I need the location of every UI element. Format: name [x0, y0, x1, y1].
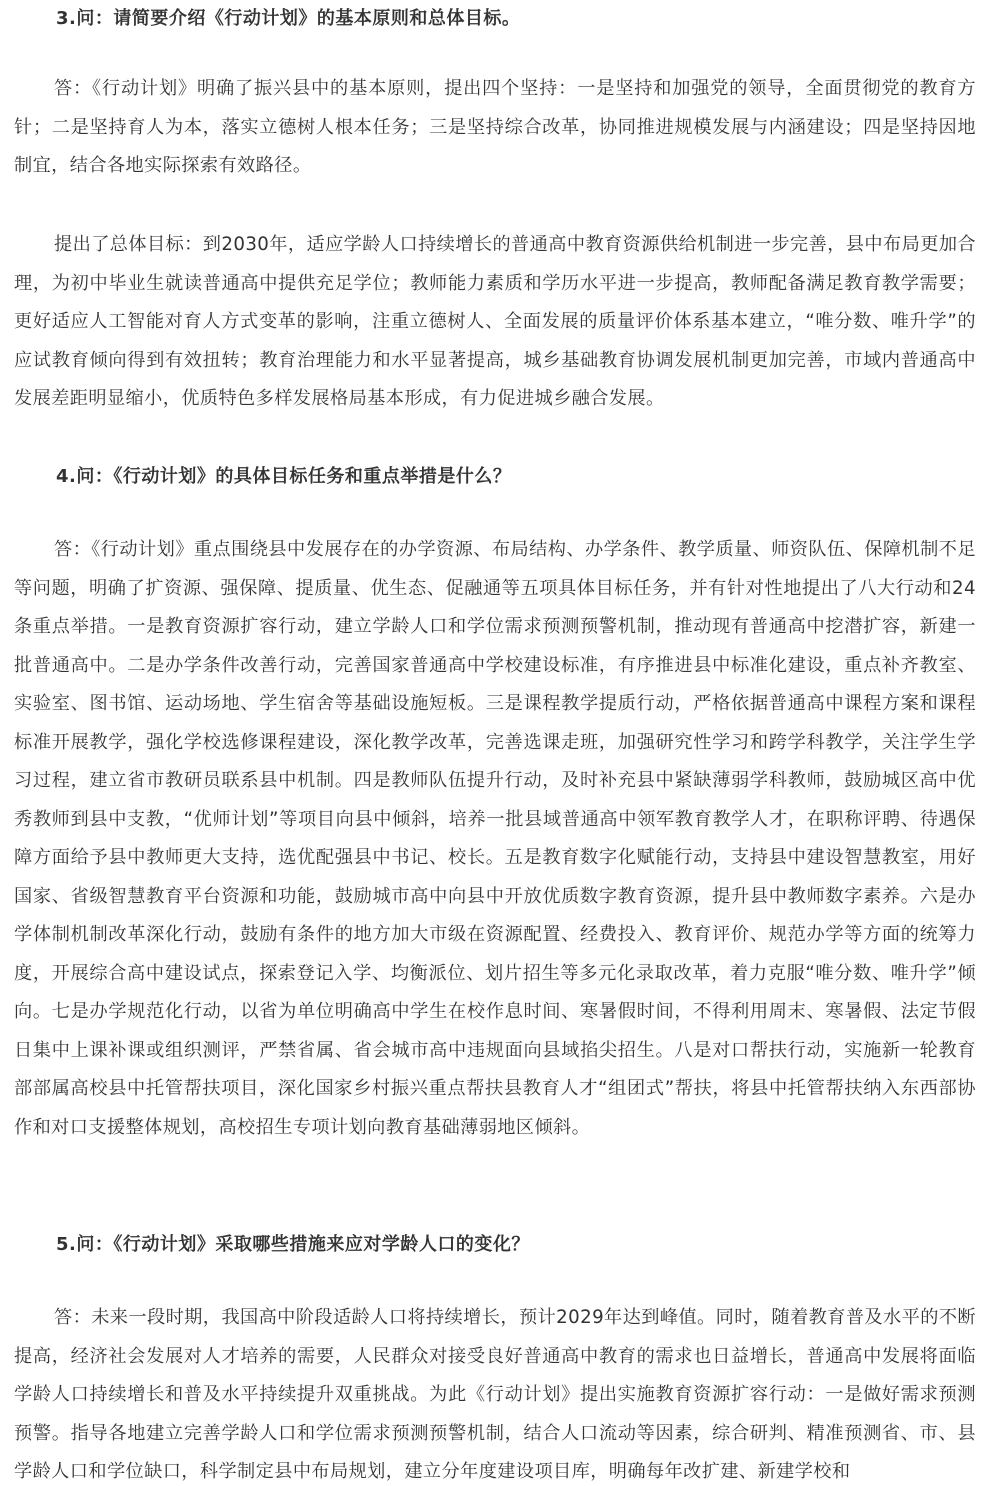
answer-5-paragraph: 答：未来一段时期，我国高中阶段适龄人口将持续增长，预计2029年达到峰值。同时，随着教育普及水平的不断提高，经济社会发展对人才培养的需要，人民群众对接受良好普通高中教育的需求也日益增长，普通高中发展将面临学龄人口持续增长和普及水平持续提升双重挑战。为此《行动计划》提出实施教育资源扩容行动：一是做好需求预测预警。指导各地建立完善学龄人口和学位需求预测预警机制，结合人口流动等因素，综合研判、精准预测省、市、县学龄人口和学位缺口，科学制定县中布局规划，建立分年度建设项目库，明确每年改扩建、新建学校和	[14, 1307, 976, 1482]
answer-3-principles-paragraph: 答：《行动计划》明确了振兴县中的基本原则，提出四个坚持：一是坚持和加强党的领导，全面贯彻党的教育方针；二是坚持育人为本，落实立德树人根本任务；三是坚持综合改革，协同推进规模发展与内涵建设；四是坚持因地制宜，结合各地实际探索有效路径。	[14, 78, 976, 176]
answer-3-goals-paragraph: 提出了总体目标：到2030年，适应学龄人口持续增长的普通高中教育资源供给机制进一步完善，县中布局更加合理，为初中毕业生就读普通高中提供充足学位；教师能力素质和学历水平进一步提高，教师配备满足教育教学需要；更好适应人工智能对育人方式变革的影响，注重立德树人、全面发展的质量评价体系基本建立，“唯分数、唯升学”的应试教育倾向得到有效扭转；教育治理能力和水平显著提高，城乡基础教育协调发展机制更加完善，市域内普通高中发展差距明显缩小，优质特色多样发展格局基本形成，有力促进城乡融合发展。	[14, 234, 976, 409]
question-4-heading: 4.问：《行动计划》的具体目标任务和重点举措是什么？	[56, 466, 512, 487]
answer-4-paragraph: 答：《行动计划》重点围绕县中发展存在的办学资源、布局结构、办学条件、教学质量、师资队伍、保障机制不足等问题，明确了扩资源、强保障、提质量、优生态、促融通等五项具体目标任务，并有针对性地提出了八大行动和24条重点举措。一是教育资源扩容行动，建立学龄人口和学位需求预测预警机制，推动现有普通高中挖潜扩容，新建一批普通高中。二是办学条件改善行动，完善国家普通高中学校建设标准，有序推进县中标准化建设，重点补齐教室、实验室、图书馆、运动场地、学生宿舍等基础设施短板。三是课程教学提质行动，严格依据普通高中课程方案和课程标准开展教学，强化学校选修课程建设，深化教学改革，完善选课走班，加强研究性学习和跨学科教学，关注学生学习过程，建立省市教研员联系县中机制。四是教师队伍提升行动，及时补充县中紧缺薄弱学科教师，鼓励城区高中优秀教师到县中支教，“优师计划”等项目向县中倾斜，培养一批县域普通高中领军教育教学人才，在职称评聘、待遇保障方面给予县中教师更大支持，选优配强县中书记、校长。五是教育数字化赋能行动，支持县中建设智慧教室，用好国家、省级智慧教育平台资源和功能，鼓励城市高中向县中开放优质数字教育资源，提升县中教师数字素养。六是办学体制机制改革深化行动，鼓励有条件的地方加大市级在资源配置、经费投入、教育评价、规范办学等方面的统筹力度，开展综合高中建设试点，探索登记入学、均衡派位、划片招生等多元化录取改革，着力克服“唯分数、唯升学”倾向。七是办学规范化行动，以省为单位明确高中学生在校作息时间、寒暑假时间，不得利用周末、寒暑假、法定节假日集中上课补课或组织测评，严禁省属、省会城市高中违规面向县域掐尖招生。八是对口帮扶行动，实施新一轮教育部部属高校县中托管帮扶项目，深化国家乡村振兴重点帮扶县教育人才“组团式”帮扶，将县中托管帮扶纳入东西部协作和对口支援整体规划，高校招生专项计划向教育基础薄弱地区倾斜。	[14, 539, 976, 1138]
question-3-heading: 3.问：请简要介绍《行动计划》的基本原则和总体目标。	[56, 8, 521, 29]
question-5-heading: 5.问：《行动计划》采取哪些措施来应对学龄人口的变化？	[56, 1234, 530, 1255]
